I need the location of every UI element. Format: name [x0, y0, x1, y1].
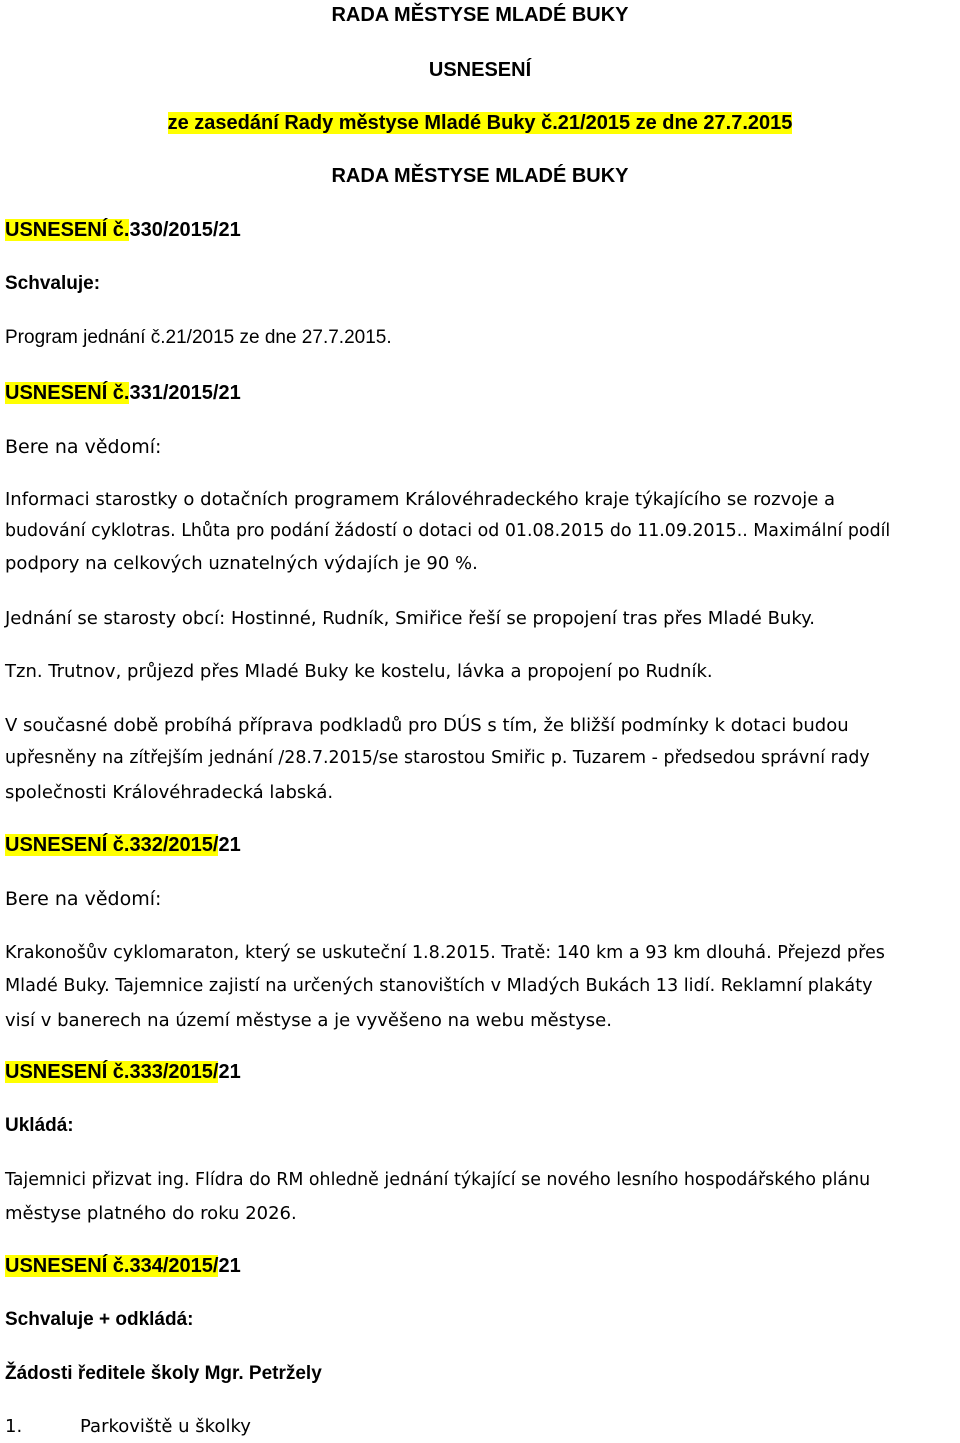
resolution-331-line-8: společnosti Královéhradecká labská. [5, 782, 334, 803]
resolution-331-line-6: V současné době probíhá příprava podkladů pro DÚS s tím, že bližší podmínky k dotaci budou [5, 715, 849, 736]
resolution-332-line-2: Mladé Buky. Tajemnice zajistí na určených stanovištích v Mladých Bukách 13 lidí. Reklamní plakáty [5, 976, 873, 996]
list-item-text: Parkoviště u školky [80, 1416, 251, 1437]
resolution-334-subheading: Žádosti ředitele školy Mgr. Petržely [5, 1363, 322, 1384]
resolution-332-key: USNESENÍ č.332/2015/ [5, 834, 219, 856]
resolution-333-action: Ukládá: [5, 1115, 74, 1136]
resolution-334-heading [5, 1253, 241, 1279]
resolution-332-number: 21 [218, 834, 241, 856]
resolution-330-text: Program jednání č.21/2015 ze dne 27.7.2015. [5, 327, 392, 348]
resolution-330-action: Schvaluje: [5, 273, 101, 294]
resolution-332-line-3: visí v banerech na území městyse a je vyvěšeno na webu městyse. [5, 1010, 612, 1031]
council-title: RADA MĚSTYSE MLADÉ BUKY [331, 4, 629, 26]
resolution-333-line-2: městyse platného do roku 2026. [5, 1203, 297, 1224]
resolution-331-line-5: Tzn. Trutnov, průjezd přes Mladé Buky ke kostelu, lávka a propojení po Rudník. [5, 661, 713, 682]
resolution-331-line-1: Informaci starostky o dotačních programem Královéhradeckého kraje týkajícího se rozvoje a [5, 489, 836, 510]
meeting-subtitle-text: ze zasedání Rady městyse Mladé Buky č.21/2015 ze dne 27.7.2015 [167, 112, 793, 134]
resolution-334-action: Schvaluje + odkládá: [5, 1309, 194, 1330]
resolution-333-key: USNESENÍ č.333/2015/ [5, 1061, 219, 1083]
council-title-repeat: RADA MĚSTYSE MLADÉ BUKY [331, 165, 629, 187]
meeting-subtitle [0, 110, 960, 136]
resolution-331-line-3: podpory na celkových uznatelných výdajích je 90 %. [5, 553, 478, 574]
resolution-331-number: 331/2015/21 [129, 382, 241, 404]
resolution-331-heading [5, 380, 241, 406]
resolution-333-number: 21 [218, 1061, 241, 1083]
resolution-331-line-4: Jednání se starosty obcí: Hostinné, Rudník, Smiřice řeší se propojení tras přes Mladé Buky. [5, 608, 815, 629]
resolution-331-action: Bere na vědomí: [5, 436, 162, 458]
resolution-333-line-1: Tajemnici přizvat ing. Flídra do RM ohledně jednání týkající se nového lesního hospodářského plánu [5, 1170, 871, 1190]
resolution-334-key: USNESENÍ č.334/2015/ [5, 1255, 219, 1277]
resolution-333-heading [5, 1059, 241, 1085]
resolution-331-line-2: budování cyklotras. Lhůta pro podání žádostí o dotaci od 01.08.2015 do 11.09.2015.. Maximální podíl [5, 521, 891, 541]
resolution-332-line-1: Krakonošův cyklomaraton, který se uskuteční 1.8.2015. Tratě: 140 km a 93 km dlouhá. Přejezd přes [5, 943, 885, 963]
list-item-number: 1. [5, 1416, 23, 1437]
resolution-330-heading [5, 217, 241, 243]
resolution-334-number: 21 [218, 1255, 241, 1277]
document-type-title: USNESENÍ [428, 59, 532, 81]
resolution-330-key: USNESENÍ č. [5, 219, 130, 241]
resolution-331-line-7: upřesněny na zítřejším jednání /28.7.2015/se starostou Smiřic p. Tuzarem - předsedou správní rady [5, 748, 870, 768]
resolution-332-heading [5, 832, 241, 858]
resolution-330-number: 330/2015/21 [129, 219, 241, 241]
resolution-331-key: USNESENÍ č. [5, 382, 130, 404]
resolution-332-action: Bere na vědomí: [5, 888, 162, 910]
